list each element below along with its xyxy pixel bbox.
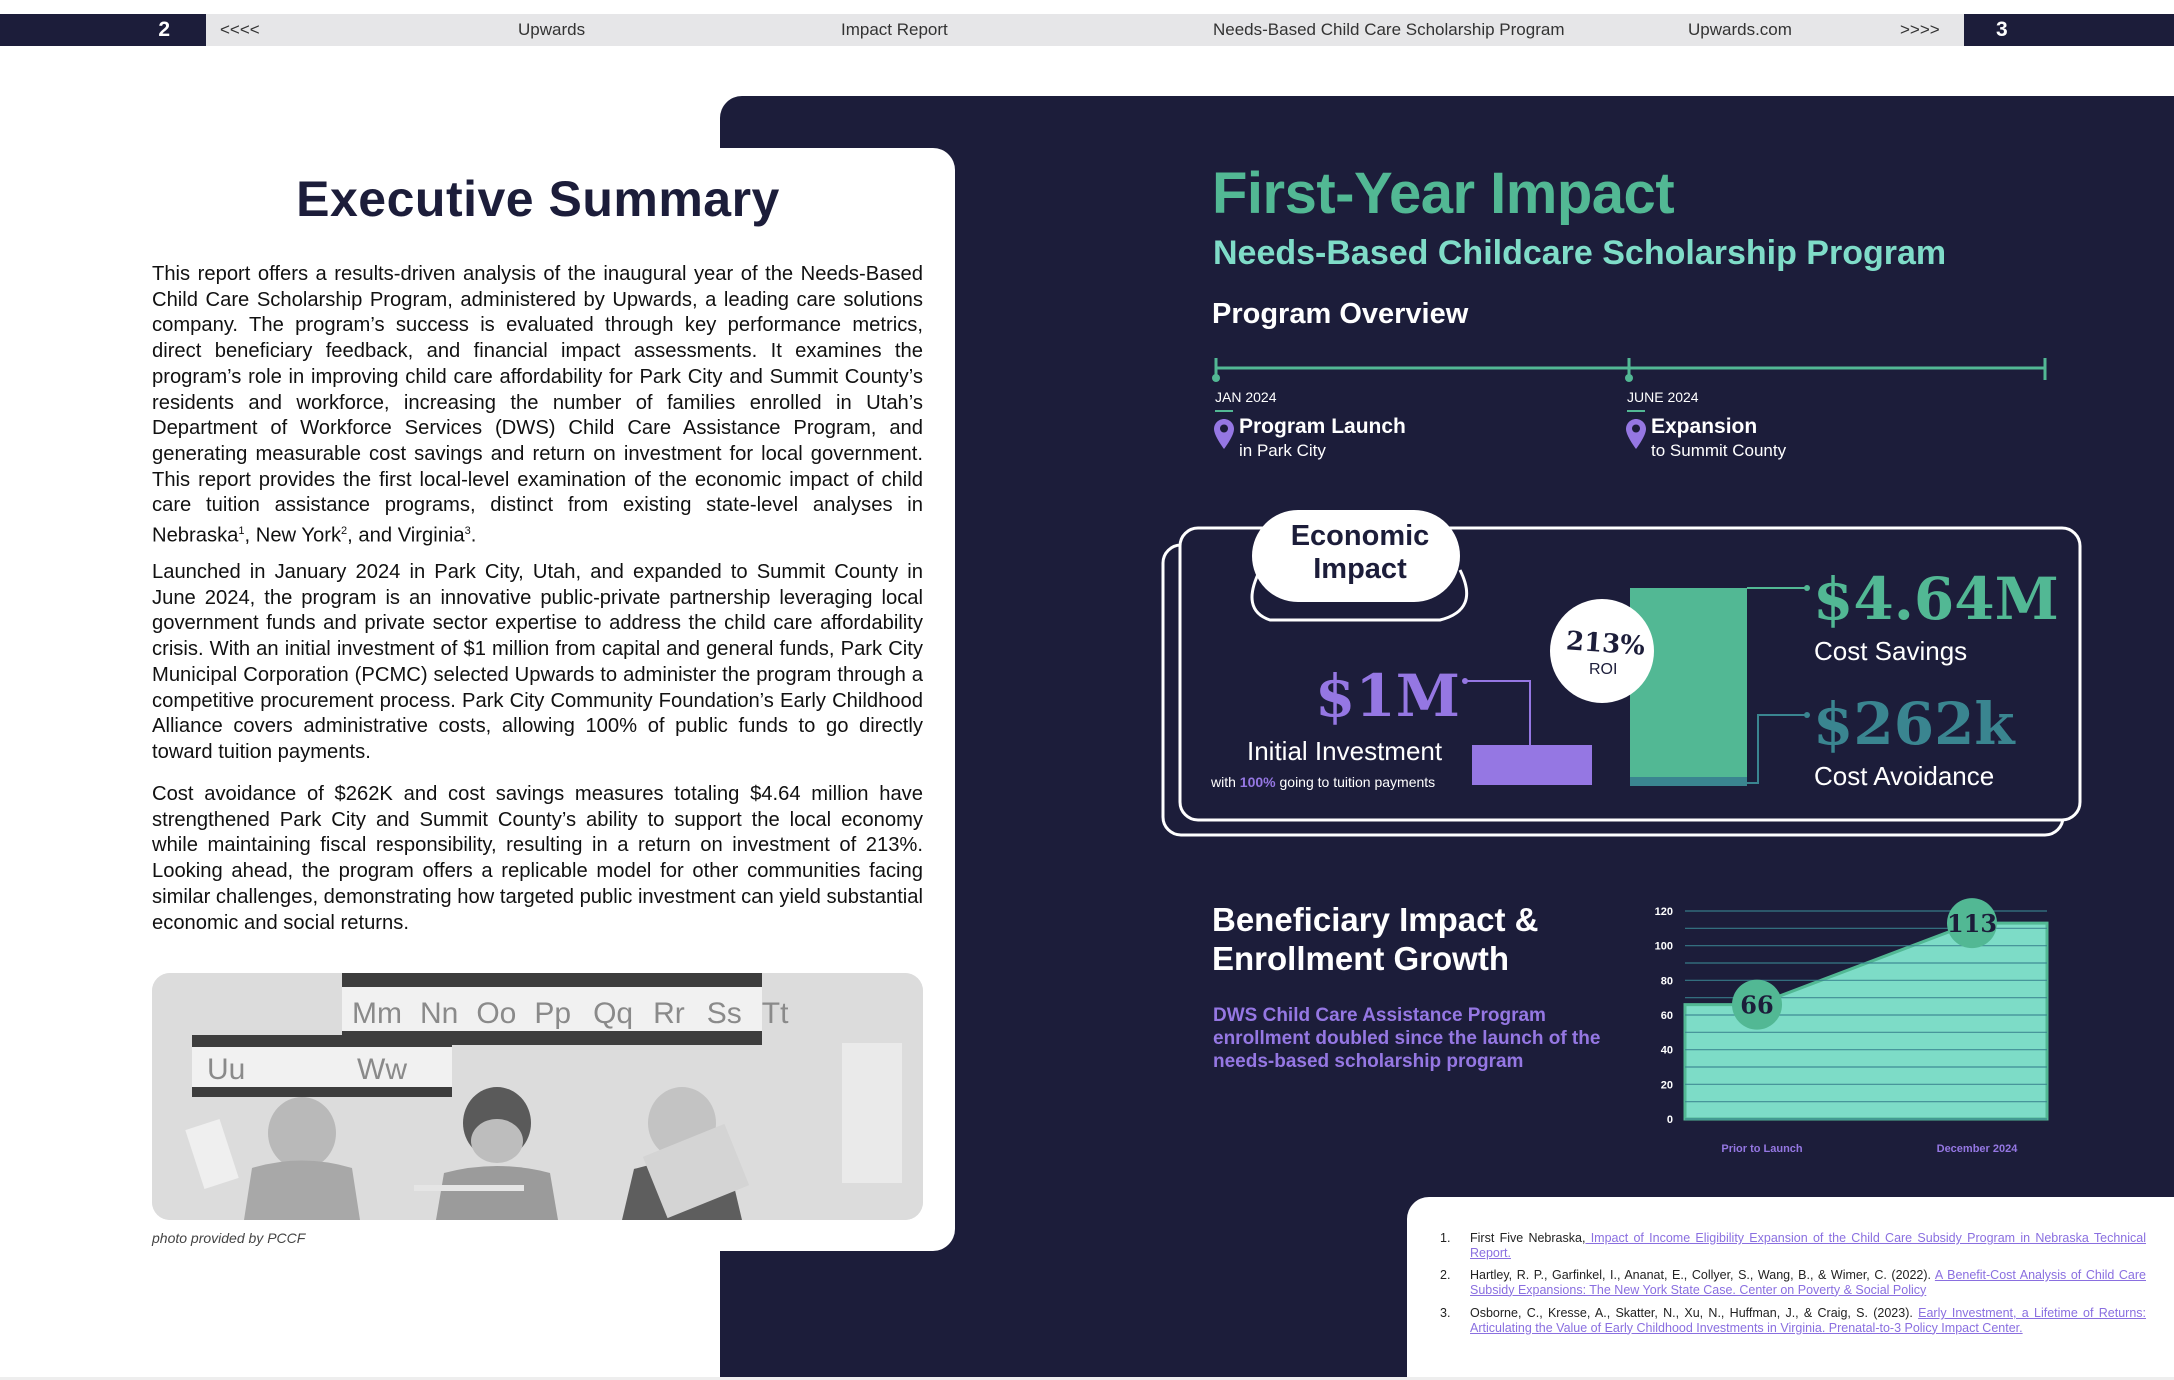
running-header [0, 14, 2174, 46]
summary-paragraph-2: Launched in January 2024 in Park City, Utah, and expanded to Summit County in June 2024, the program is an innovative public-private partnership leveraging local government funds and private sector expertise to address the child care affordability crisis. With an initial investment of $1 million from capital and general funds, Park City Municipal Corporation (PCMC) selected Upwards to administer the program through a competitive procurement process. Park City Community Foundation’s Early Childhood Alliance covers administrative costs, allowing 100% of public funds to go directly toward tuition payments. [152, 561, 923, 763]
timeline-date-1: JAN 2024 [1215, 389, 1277, 405]
location-pin-icon [1214, 419, 1234, 449]
title-line-1: Economic [1290, 520, 1430, 552]
separator: , [244, 524, 256, 547]
summary-paragraph-1 [152, 262, 923, 549]
header-item-program: Needs-Based Child Care Scholarship Program [1213, 20, 1565, 39]
avoidance-label: Cost Avoidance [1814, 761, 1995, 791]
footnote-ref-1[interactable]: 1 [238, 525, 245, 538]
reference-number: 2. [1440, 1268, 1451, 1282]
avoidance-value: $262k [1813, 690, 2015, 758]
page-number-left: 2 [0, 14, 206, 46]
data-label: 113 [1946, 909, 1998, 939]
summary-paragraph-3: Cost avoidance of $262K and cost savings measures totaling $4.64 million have strengthened Park City and Summit County’s ability to support the local economy while maintaining fiscal responsibility, resulting in a return on investment of 213%. Looking ahead, the program offers a replicable model for other communities facing similar challenges, demonstrating how targeted public investment can yield substantial economic and social returns. [152, 783, 923, 934]
reference-3 [1440, 1306, 2146, 1335]
header-item-impact-report: Impact Report [841, 20, 948, 39]
data-label: 66 [1740, 990, 1774, 1020]
connector-dot [1804, 712, 1810, 718]
program-overview-heading: Program Overview [1212, 298, 1469, 330]
impact-subtitle: Needs-Based Childcare Scholarship Program [1213, 234, 1947, 272]
beneficiary-heading [1212, 900, 1538, 978]
savings-label: Cost Savings [1814, 636, 1968, 666]
savings-value: $4.64M [1813, 565, 2059, 633]
note-text: with [1211, 774, 1240, 790]
enrollment-chart [1640, 890, 2070, 1160]
investment-label: Initial Investment [1247, 736, 1443, 766]
timeline-marker-jan [1212, 374, 1220, 382]
location-pin-icon [1626, 419, 1646, 449]
y-tick-label: 120 [1654, 906, 1673, 918]
timeline-detail-1: in Park City [1239, 441, 1326, 460]
investment-note [1211, 774, 1435, 790]
page-title: Executive Summary [296, 171, 780, 227]
x-tick-label: December 2024 [1936, 1143, 2018, 1155]
timeline-detail-2: to Summit County [1651, 441, 1787, 460]
y-tick-label: 0 [1666, 1114, 1673, 1126]
x-tick-label: Prior to Launch [1721, 1143, 1803, 1155]
reference-link[interactable]: Early Investment, a Lifetime of Returns: Articulating the Value of Early Childhood Investments in Virginia. Prenatal-to-3 Policy Impact Center. [1470, 1306, 2146, 1335]
investment-bar [1472, 745, 1592, 785]
state-new-york: New York [255, 524, 342, 547]
date-underline [1627, 410, 1645, 412]
investment-value: $1M [1315, 662, 1460, 730]
page-number-right: 3 [1964, 14, 2174, 46]
y-tick-label: 20 [1660, 1079, 1673, 1092]
connector-dot [1462, 678, 1468, 684]
timeline-heading-1: Program Launch [1239, 415, 1406, 438]
photo-caption: photo provided by PCCF [152, 1230, 306, 1246]
savings-bar [1630, 588, 1747, 777]
note-percent: 100% [1239, 774, 1276, 790]
reference-2 [1440, 1268, 2146, 1297]
letters-ww: Ww [357, 1053, 407, 1086]
reference-number: 3. [1440, 1306, 1451, 1320]
date-underline [1215, 410, 1233, 412]
enrollment-note: DWS Child Care Assistance Program enrollment doubled since the launch of the needs-based scholarship program [1213, 1005, 1601, 1072]
impact-title: First-Year Impact [1212, 161, 1675, 226]
paragraph-text: This report offers a results-driven analysis of the inaugural year of the Needs-Based Child Care Scholarship Program, administered by Upwards, a leading care solutions company. The program’s success is evaluated through key performance metrics, direct beneficiary feedback, and financial impact assessments. It examines the program’s role in improving child care affordability for Park City and Summit County’s residents and workforce, increasing the number of families enrolled in Utah’s Department of Workforce Services (DWS) Child Care Assistance Program, and generating measurable cost savings and return on investment for local government. This report provides the first local-level examination of the economic impact of child care tuition assistance programs, distinct from existing state-level analyses in [152, 263, 923, 517]
reference-number: 1. [1440, 1231, 1451, 1245]
photo-illustration [152, 973, 923, 1220]
roi-value: 213% [1565, 626, 1646, 662]
y-tick-label: 100 [1654, 940, 1673, 953]
next-page-link[interactable]: >>>> [1900, 20, 1940, 39]
timeline-bar [1205, 350, 2055, 390]
state-virginia: Virginia [397, 524, 465, 547]
avoidance-connector [1747, 715, 1805, 783]
avoidance-bar [1630, 777, 1747, 786]
timeline-heading-2: Expansion [1651, 415, 1758, 438]
heading-line-2: Enrollment Growth [1212, 940, 1509, 977]
separator: . [470, 524, 477, 547]
reference-authors: Hartley, R. P., Garfinkel, I., Ananat, E., Collyer, S., Wang, B., & Wimer, C. (2022). [1470, 1268, 1935, 1282]
note-text: going to tuition payments [1275, 774, 1436, 790]
letters-uu: Uu [207, 1053, 246, 1086]
reference-1 [1440, 1231, 2146, 1260]
y-tick-label: 40 [1660, 1044, 1673, 1057]
children-reading-photo [152, 973, 923, 1220]
reference-link[interactable]: Impact of Income Eligibility Expansion of the Child Care Subsidy Program in Nebraska Technical Report. [1470, 1231, 2146, 1260]
y-tick-label: 60 [1660, 1010, 1673, 1022]
separator: , and [347, 524, 398, 547]
heading-line-1: Beneficiary Impact & [1212, 901, 1539, 938]
roi-label: ROI [1589, 661, 1618, 678]
letters-row-1: Mm Nn Oo Pp Qq Rr Ss Tt [352, 997, 789, 1030]
timeline-date-2: JUNE 2024 [1627, 389, 1699, 405]
investment-connector [1466, 681, 1530, 745]
state-nebraska: Nebraska [152, 524, 239, 547]
reference-link[interactable]: A Benefit-Cost Analysis of Child Care Subsidy Expansions: The New York State Case. Center on Poverty & Social Policy [1470, 1268, 2146, 1297]
timeline-marker-june [1625, 374, 1633, 382]
header-item-upwards: Upwards [518, 20, 586, 39]
footnote-ref-2[interactable]: 2 [341, 525, 348, 538]
footnote-ref-3[interactable]: 3 [464, 525, 471, 538]
reference-authors: First Five Nebraska, [1470, 1231, 1586, 1245]
header-item-website[interactable]: Upwards.com [1688, 20, 1792, 39]
prev-page-link[interactable]: <<<< [220, 20, 260, 39]
economic-impact-title [1252, 520, 1468, 586]
connector-dot [1804, 585, 1810, 591]
y-tick-label: 80 [1660, 975, 1673, 988]
reference-authors: Osborne, C., Kresse, A., Skatter, N., Xu, N., Huffman, J., & Craig, S. (2023). [1470, 1306, 1919, 1320]
title-line-2: Impact [1313, 553, 1407, 585]
